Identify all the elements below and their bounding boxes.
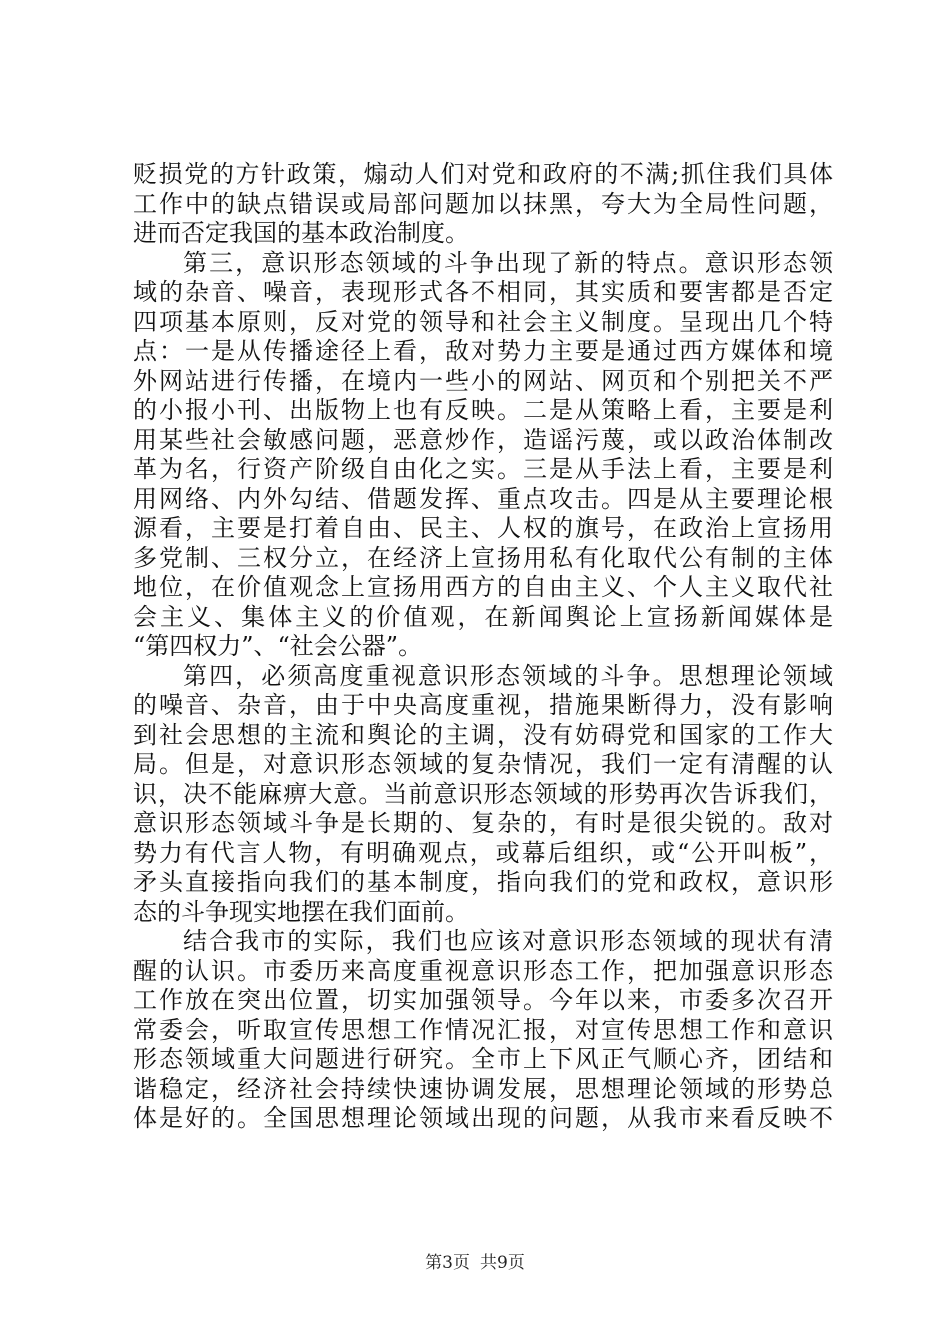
paragraph-first-line: 第三，意识形态领域的斗争出现了新的特点。意识形态领	[183, 248, 833, 277]
text-line: 态的斗争现实地摆在我们面前。	[133, 897, 469, 926]
text-line: 工作放在突出位置，切实加强领导。今年以来，市委多次召开	[133, 986, 833, 1014]
text-line: 的噪音、杂音，由于中央高度重视，措施果断得力，没有影响	[133, 691, 833, 719]
text-line: 醒的认识。市委历来高度重视意识形态工作，把加强意识形态	[133, 956, 833, 985]
text-line: 矛头直接指向我们的基本制度，指向我们的党和政权，意识形	[133, 868, 833, 896]
text-line: 会主义、集体主义的价值观，在新闻舆论上宣扬新闻媒体是	[133, 602, 833, 631]
text-line: 革为名，行资产阶级自由化之实。三是从手法上看，主要是利	[133, 455, 833, 483]
paragraph-first-line: 第四，必须高度重视意识形态领域的斗争。思想理论领域	[183, 661, 833, 690]
page-number: 第3页	[425, 1253, 470, 1273]
text-line: 外网站进行传播，在境内一些小的网站、网页和个别把关不严	[133, 366, 833, 395]
text-line: 贬损党的方针政策，煽动人们对党和政府的不满;抓住我们具体	[133, 160, 833, 188]
text-line: 工作中的缺点错误或局部问题加以抹黑，夸大为全局性问题，	[133, 189, 833, 218]
text-line: 地位，在价值观念上宣扬用西方的自由主义、个人主义取代社	[133, 573, 833, 601]
text-line: 局。但是，对意识形态领域的复杂情况，我们一定有清醒的认	[133, 750, 833, 778]
text-line: 源看，主要是打着自由、民主、人权的旗号，在政治上宣扬用	[133, 514, 833, 542]
page-total: 共9页	[480, 1253, 525, 1273]
text-line: 进而否定我国的基本政治制度。	[133, 219, 469, 247]
text-line: 到社会思想的主流和舆论的主调，没有妨碍党和国家的工作大	[133, 720, 833, 749]
text-line: 用网络、内外勾结、借题发挥、重点攻击。四是从主要理论根	[133, 484, 833, 513]
text-line: 体是好的。全国思想理论领域出现的问题，从我市来看反映不	[133, 1104, 833, 1132]
paragraph-first-line: 结合我市的实际，我们也应该对意识形态领域的现状有清	[183, 927, 833, 955]
page-footer	[0, 1248, 950, 1273]
text-line: 多党制、三权分立，在经济上宣扬用私有化取代公有制的主体	[133, 543, 833, 572]
body-text	[133, 160, 833, 1134]
text-line: 常委会，听取宣传思想工作情况汇报，对宣传思想工作和意识	[133, 1015, 833, 1044]
text-line: 域的杂音、噪音，表现形式各不相同，其实质和要害都是否定	[133, 278, 833, 306]
text-line: 意识形态领域斗争是长期的、复杂的，有时是很尖锐的。敌对	[133, 809, 833, 837]
text-line: 势力有代言人物，有明确观点，或幕后组织，或“公开叫板”，	[133, 838, 833, 867]
text-line: 四项基本原则，反对党的领导和社会主义制度。呈现出几个特	[133, 307, 833, 336]
text-line: 谐稳定，经济社会持续快速协调发展，思想理论领域的形势总	[133, 1074, 833, 1103]
text-line: 的小报小刊、出版物上也有反映。二是从策略上看，主要是利	[133, 396, 833, 424]
text-line: 识，决不能麻痹大意。当前意识形态领域的形势再次告诉我们，	[133, 779, 833, 808]
text-line: 点：一是从传播途径上看，敌对势力主要是通过西方媒体和境	[133, 337, 833, 365]
text-line: “第四权力”、“社会公器”。	[133, 632, 423, 660]
text-line: 用某些社会敏感问题，恶意炒作，造谣污蔑，或以政治体制改	[133, 425, 833, 454]
text-line: 形态领域重大问题进行研究。全市上下风正气顺心齐，团结和	[133, 1045, 833, 1073]
